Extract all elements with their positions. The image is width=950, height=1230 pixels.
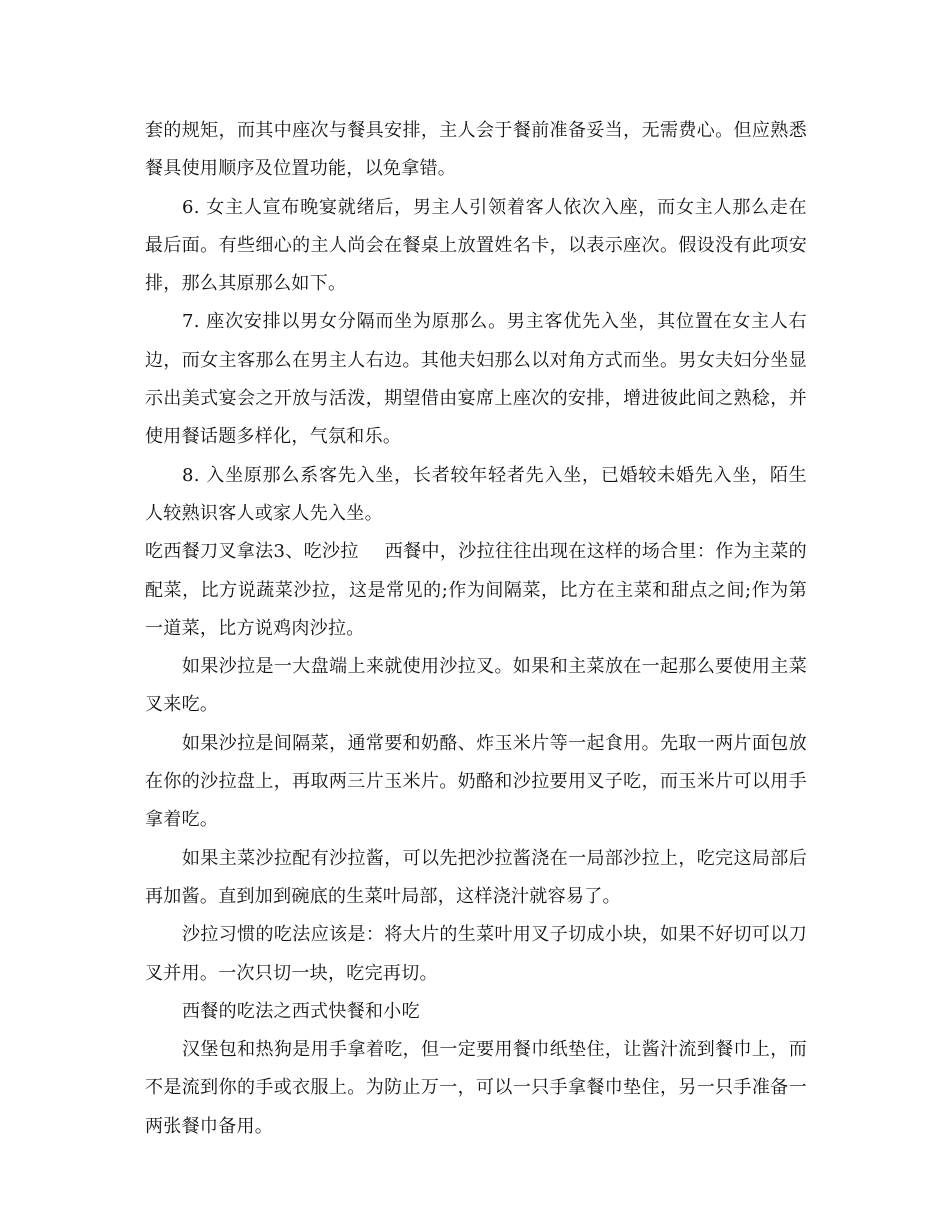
paragraph-salad-habit: 沙拉习惯的吃法应该是：将大片的生菜叶用叉子切成小块，如果不好切可以刀叉并用。一次只切一块，吃完再切。 bbox=[145, 924, 807, 984]
section-heading-salad: 吃西餐刀叉拿法3、吃沙拉 bbox=[145, 541, 359, 563]
paragraph-item-6: 6. 女主人宣布晚宴就绪后，男主人引领着客人依次入座，而女主人那么走在最后面。有些细心的主人尚会在餐桌上放置姓名卡，以表示座次。假设没有此项安排，那么其原那么如下。 bbox=[145, 196, 807, 295]
paragraph-item-8: 8. 入坐原那么系客先入坐，长者较年轻者先入坐，已婚较未婚先入坐，陌生人较熟识客人或家人先入坐。 bbox=[145, 464, 807, 524]
paragraph-placement-continued: 套的规矩，而其中座次与餐具安排，主人会于餐前准备妥当，无需费心。但应熟悉餐具使用顺序及位置功能，以免拿错。 bbox=[145, 120, 807, 180]
paragraph-salad-interval: 如果沙拉是间隔菜，通常要和奶酪、炸玉米片等一起食用。先取一两片面包放在你的沙拉盘上，再取两三片玉米片。奶酪和沙拉要用叉子吃，而玉米片可以用手拿着吃。 bbox=[145, 732, 807, 831]
paragraph-item-7: 7. 座次安排以男女分隔而坐为原那么。男主客优先入坐，其位置在女主人右边，而女主客那么在男主人右边。其他夫妇那么以对角方式而坐。男女夫妇分坐显示出美式宴会之开放与活泼，期望借由宴席上座次的安排，增进彼此间之熟稔，并使用餐话题多样化，气氛和乐。 bbox=[145, 311, 807, 448]
paragraph-hamburger: 汉堡包和热狗是用手拿着吃，但一定要用餐巾纸垫住，让酱汁流到餐巾上，而不是流到你的手或衣服上。为防止万一，可以一只手拿餐巾垫住，另一只手准备一两张餐巾备用。 bbox=[145, 1039, 807, 1137]
salad-intro-text: 西餐中，沙拉往往出现在这样的场合里：作为主菜的配菜，比方说蔬菜沙拉，这是常见的;作为间隔菜，比方在主菜和甜点之间;作为第一道菜，比方说鸡肉沙拉。 bbox=[145, 541, 807, 639]
paragraph-salad-intro bbox=[145, 533, 807, 648]
document-body bbox=[145, 112, 807, 1146]
paragraph-salad-fork: 如果沙拉是一大盘端上来就使用沙拉叉。如果和主菜放在一起那么要使用主菜叉来吃。 bbox=[145, 656, 807, 716]
paragraph-salad-dressing: 如果主菜沙拉配有沙拉酱，可以先把沙拉酱浇在一局部沙拉上，吃完这局部后再加酱。直到加到碗底的生菜叶局部，这样浇汁就容易了。 bbox=[145, 847, 807, 907]
section-heading-fast-food: 西餐的吃法之西式快餐和小吃 bbox=[182, 1000, 420, 1022]
